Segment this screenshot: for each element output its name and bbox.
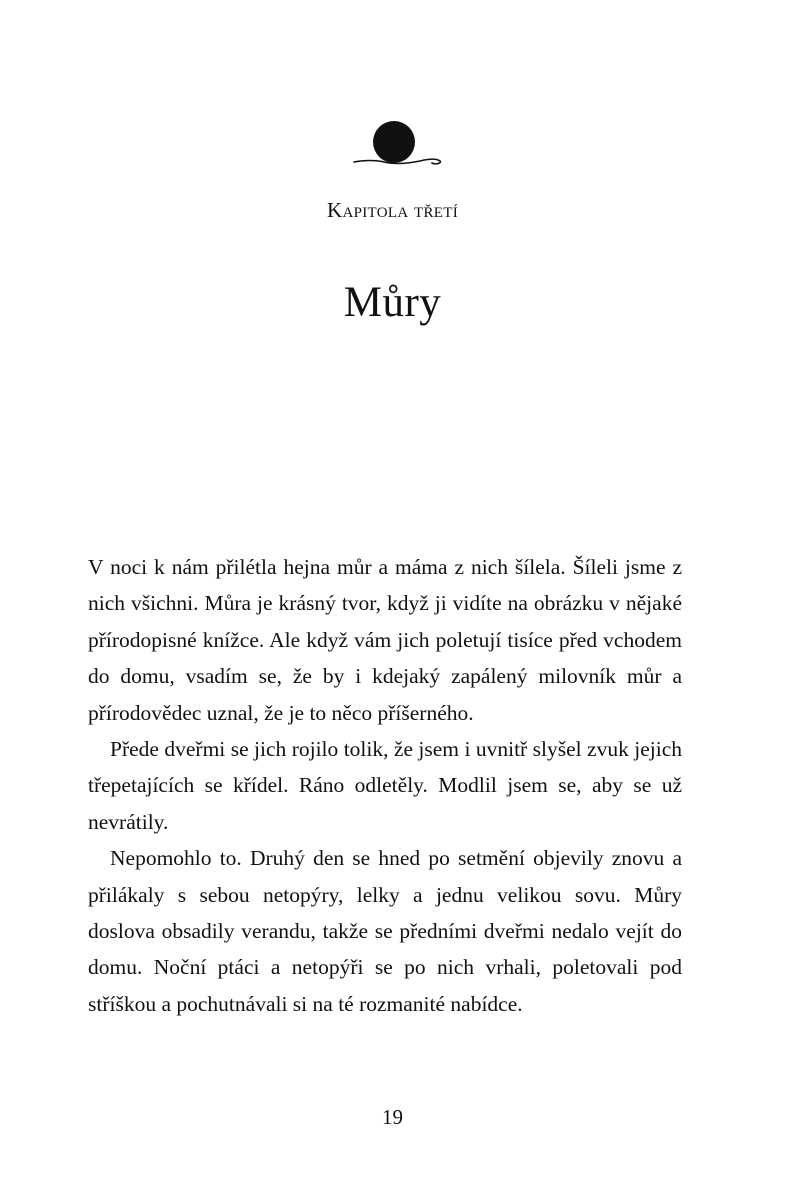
yarn-ball-icon: [350, 118, 444, 172]
body-text: [88, 549, 682, 1022]
page-number: 19: [382, 1105, 403, 1129]
chapter-title: Můry: [343, 279, 442, 326]
chapter-label: Kapitola třetí: [327, 198, 458, 222]
paragraph: V noci k nám přilétla hejna můr a máma z nich šílela. Šíleli jsme z nich všichni. Můra je krásný tvor, když ji vidíte na obrázku v nějaké přírodopisné knížce. Ale když vám jich poletují tisíce před vchodem do domu, vsadím se, že by i kdejaký zapálený milovník můr a přírodovědec uznal, že je to něco příšerného.: [88, 555, 682, 725]
paragraph: Přede dveřmi se jich rojilo tolik, že jsem i uvnitř slyšel zvuk jejich třepetajících se křídel. Ráno odletěly. Modlil jsem se, aby se už nevrátily.: [88, 737, 682, 834]
paragraph: Nepomohlo to. Druhý den se hned po setmění objevily znovu a přilákaly s sebou netopýry, lelky a jednu velikou sovu. Můry doslova obsadily verandu, takže se předními dveřmi nedalo vejít do domu. Noční ptáci a netopýři se po nich vrhali, poletovali pod stříškou a pochutnávali si na té rozmanité nabídce.: [88, 846, 682, 1016]
